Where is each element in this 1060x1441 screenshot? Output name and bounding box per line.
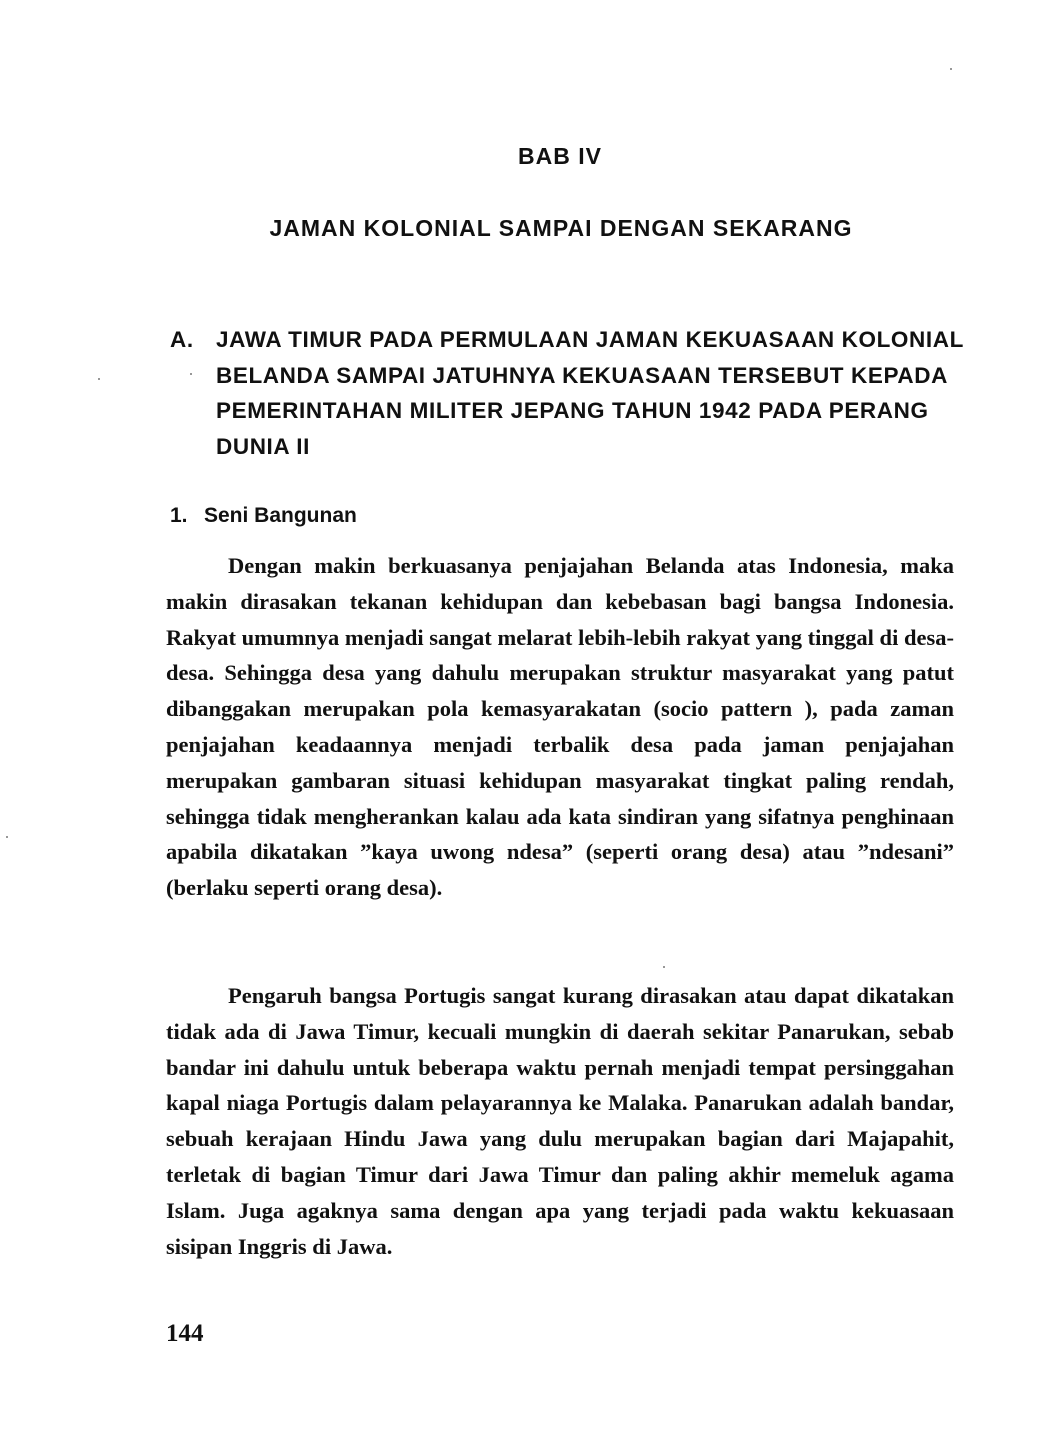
body-paragraph: Dengan makin berkuasanya penjajahan Belanda atas Indonesia, maka makin dirasakan tekanan kehidupan dan kebebasan bagi bangsa Indonesia. Rakyat umumnya menjadi sangat melarat lebih-lebih rakyat yang tinggal di desa-desa. Sehingga desa yang dahulu merupakan struktur masyarakat yang patut dibanggakan merupakan pola kemasyarakatan (socio pattern ), pada zaman penjajahan keadaannya menjadi terbalik desa pada jaman penjajahan merupakan gambaran situasi kehidupan masyarakat tingkat paling rendah, sehingga tidak mengherankan kalau ada kata sindiran yang sifatnya penghinaan apabila dikatakan ”kaya uwong ndesa” (seperti orang desa) atau ”ndesani” (berlaku seperti orang desa). <box>166 553 954 901</box>
subsection-title: Seni Bangunan <box>204 504 357 527</box>
scan-speck <box>950 68 952 70</box>
scan-speck <box>190 373 192 375</box>
scan-speck <box>98 378 100 380</box>
scan-speck <box>6 836 8 838</box>
scan-speck <box>663 966 665 968</box>
section-letter: A. <box>170 327 194 352</box>
page-number: 144 <box>166 1320 204 1347</box>
subsection-heading <box>170 504 357 528</box>
chapter-title: JAMAN KOLONIAL SAMPAI DENGAN SEKARANG <box>269 215 853 241</box>
section-heading <box>170 322 970 464</box>
subsection-number: 1. <box>170 504 188 527</box>
section-title: JAWA TIMUR PADA PERMULAAN JAMAN KEKUASAAN KOLONIAL BELANDA SAMPAI JATUHNYA KEKUASAAN TERSEBUT KEPADA PEMERINTAHAN MILITER JEPANG TAHUN 1942 PADA PERANG DUNIA II <box>216 327 964 459</box>
chapter-label: BAB IV <box>518 143 602 169</box>
body-paragraph: Pengaruh bangsa Portugis sangat kurang dirasakan atau dapat dikatakan tidak ada di Jawa Timur, kecuali mungkin di daerah sekitar Panarukan, sebab bandar ini dahulu untuk beberapa waktu pernah menjadi tempat persinggahan kapal niaga Portugis dalam pelayarannya ke Malaka. Panarukan adalah bandar, sebuah kerajaan Hindu Jawa yang dulu merupakan bagian dari Majapahit, terletak di bagian Timur dari Jawa Timur dan paling akhir memeluk agama Islam. Juga agaknya sama dengan apa yang terjadi pada waktu kekuasaan sisipan Inggris di Jawa. <box>166 983 954 1259</box>
